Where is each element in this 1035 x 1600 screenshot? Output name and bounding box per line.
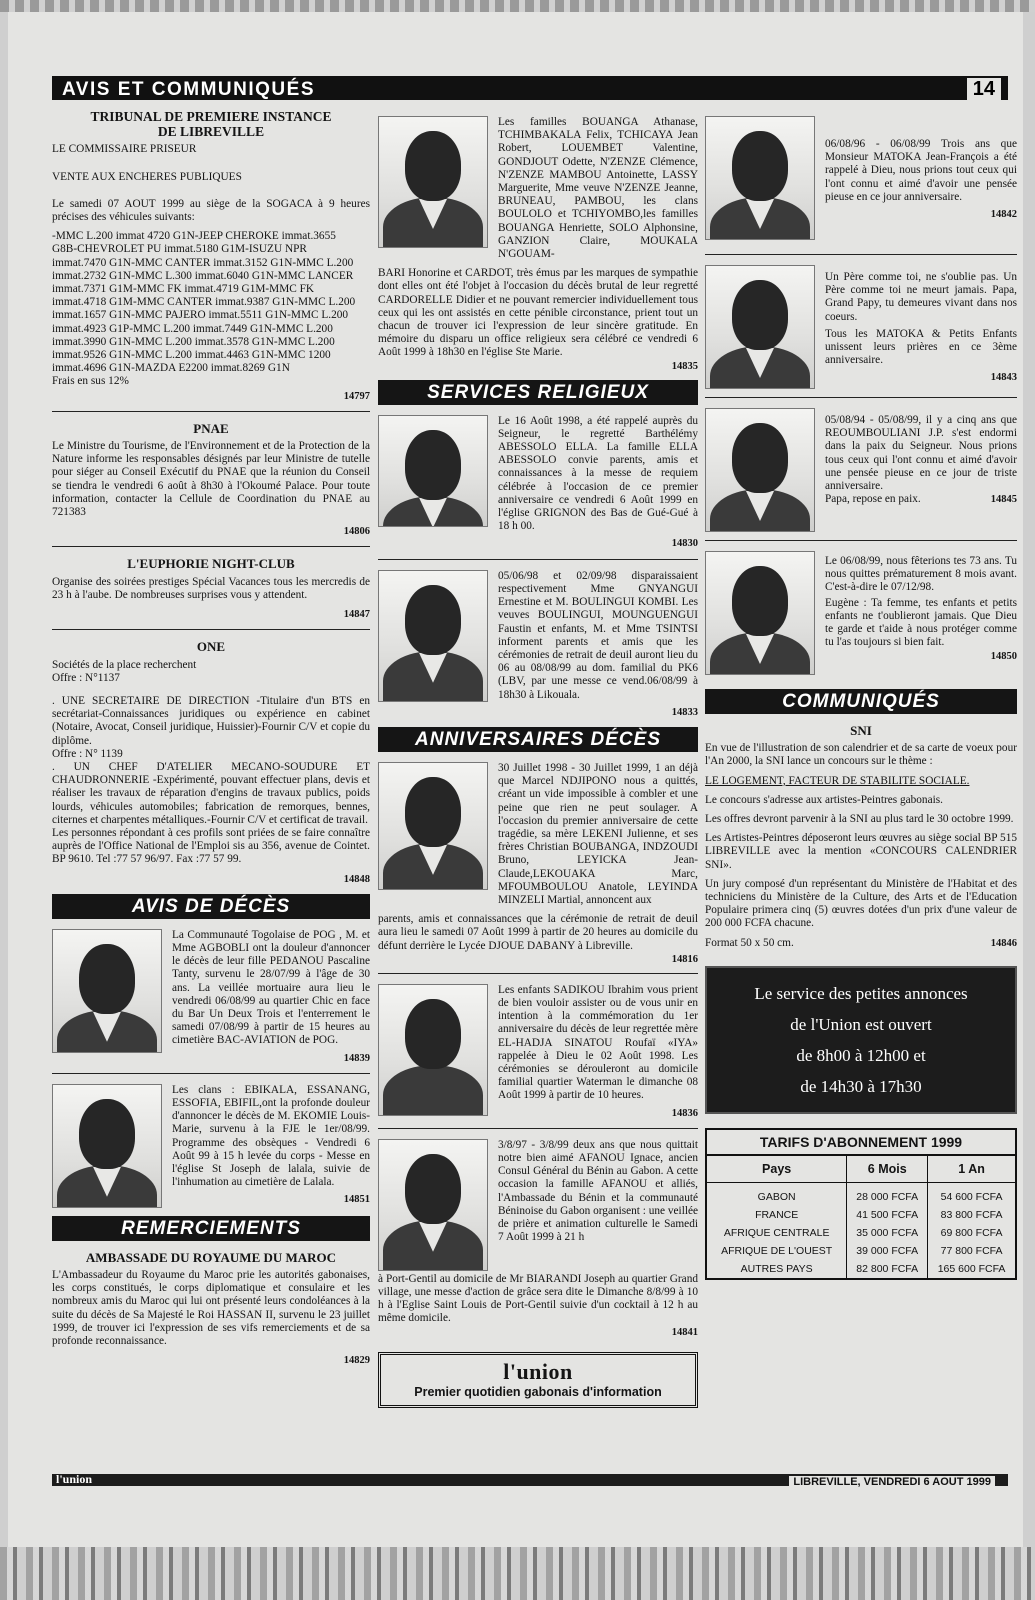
reference-number: 14833 — [671, 706, 698, 718]
reference-number: 14830 — [671, 538, 698, 550]
table-cell: AUTRES PAYS — [740, 1263, 813, 1276]
vehicle-line: immat.4696 G1N-MAZDA E2200 immat.8269 G1N — [52, 362, 290, 375]
vehicle-list — [52, 230, 370, 375]
sni-title: SNI — [850, 723, 872, 738]
divider — [378, 559, 698, 560]
notice-abessolo — [378, 415, 698, 551]
column-right — [705, 116, 1017, 1280]
portrait-photo — [378, 570, 488, 702]
vehicle-line: immat.4718 G1M-MMC CANTER immat.9387 G1N-MMC L.200 — [52, 296, 356, 309]
reference-number: 14836 — [671, 1107, 698, 1119]
afanou-body: 3/8/97 - 3/8/99 deux ans que nous quittait notre bien aimé AFANOU Ignace, ancien Consul Général du Bénin au Gabon. A cette occasion la famille AFANOU et alliés, l'Ambassade du Bénin et la communauté Béninoise du Gabon organisent : une veillée de prière et animation culturelle le Samedi 7 Août 1999 à 21 h — [498, 1138, 698, 1244]
one-offer-2-number: Offre : N° 1139 — [52, 747, 123, 760]
service-line: de 14h30 à 17h30 — [800, 1077, 922, 1097]
divider — [52, 411, 370, 412]
section-services-religieux: SERVICES RELIGIEUX — [378, 380, 698, 405]
divider — [705, 397, 1017, 398]
section-anniversaires-deces: ANNIVERSAIRES DÉCÈS — [378, 727, 698, 752]
maroc-body: L'Ambassadeur du Royaume du Maroc prie les autorités gabonaises, les corps constitués, le corps diplomatique et consulaire et les nombreux amis du Maroc qui lui ont présenté leurs condoléances à la suite du décès de Sa Majesté le Roi HASSAN II, survenu le 23 juillet 1999, de trouver ici l'expression de ses vifs remerciements et de sa profonde reconnaissance. — [52, 1268, 370, 1347]
divider — [52, 546, 370, 547]
tribunal-title-2: DE LIBREVILLE — [157, 124, 265, 140]
page-number: 14 — [967, 78, 1001, 101]
pnae-body: Le Ministre du Tourisme, de l'Environnement et de la Protection de la Nature informe les responsables désignés par leur Ministre de tutelle pour siéger au Conseil Exécutif du PNAE que la réunion du Conseil se tiendra le vendredi 6 août à 8h30 à l'Okoumé Palace. Pour toute information, contacter la Cellule de Coordination du PNAE au 721383 — [52, 440, 370, 519]
section-avis-de-deces: AVIS DE DÉCÈS — [52, 894, 370, 919]
bouanga-body-continued: BARI Honorine et CARDOT, très émus par les marques de sympathie dont elles ont été l'objet à l'occasion du décès brutal de leur regretté CARDORELLE Didier et ne pouvant remercier individuellement tous ceux qui les ont assistés en cette pénible circonstance, prient tout un chacun de trouver ici l'expression de leur sincère gratitude. En mémoire du disparu un office religieux sera célébré ce vendredi 6 Août 1999 à 18h30 en l'église Ste Marie. — [378, 267, 698, 359]
table-cell: 69 800 FCFA — [928, 1224, 1015, 1242]
sadikou-body: Les enfants SADIKOU Ibrahim vous prient de bien vouloir assister ou de vous unir en intention à la commémoration du 1er anniversaire du décès de leur regrettée mère EL-HADJA SINATOU Roufaï «IYA» rappelée à Dieu le 02 Août 1998. Les cérémonies se dérouleront au domicile familial quartier Waterman le dimanche 08 Août 1999 à partir de 10 heures. — [498, 983, 698, 1102]
column-middle — [378, 116, 698, 1408]
union-logo: l'union — [503, 1358, 573, 1384]
table-cell: 28 000 FCFA — [847, 1183, 928, 1207]
table-row — [707, 1224, 1015, 1242]
reference-number: 14851 — [343, 1194, 370, 1206]
reference-number: 14843 — [990, 372, 1017, 384]
scan-top-edge — [0, 0, 1035, 12]
pere-body: Un Père comme toi, ne s'oublie pas. Un Père comme toi ne meurt jamais. Papa, Grand Papy, tu demeures vivant dans nos coeurs. — [825, 271, 1017, 323]
notice-maroc — [52, 1251, 370, 1368]
column-left — [52, 108, 370, 1373]
divider — [705, 540, 1017, 541]
ndjipono-body: 30 Juillet 1998 - 30 Juillet 1999, 1 an déjà que Marcel NDJIPONO nous a quittés, créant un vide impossible à combler et une peine que rien ne peut soulager. A l'occasion du premier anniversaire de cette tragédie, sa mère LEKENI Julienne, et ses frères Christian BOUBANGA, INDZOUDI Bruno, LEYICKA Jean-Claude,LEKOUAKA Marc, MFOUMBOULOU Anatole, LEYINDA MINZELI Martial, annoncent aux — [498, 761, 698, 906]
vehicle-line: -MMC L.200 immat 4720 G1N-JEEP CHEROKE immat.3655 — [52, 230, 336, 243]
column-header: 1 An — [928, 1156, 1015, 1183]
eugene-body-2: Eugène : Ta femme, tes enfants et petits enfants ne t'oublieront jamais. Que Dieu te garde et t'aide à nous protéger comme tu l'as toujours si bien fait. — [825, 596, 1017, 649]
service-line: de 8h00 à 12h00 et — [796, 1046, 926, 1066]
portrait-photo — [705, 116, 815, 240]
euphorie-body: Organise des soirées prestiges Spécial Vacances tous les mercredis de 23 h à l'aube. De nombreuses surprises vous y attendent. — [52, 575, 370, 601]
gnyangui-body: 05/06/98 et 02/09/98 disparaissaient respectivement Mme GNYANGUI Ernestine et M. BOULINGUI KOMBI. Les veuves BOULINGUI, MOUNGUENGUI Faustin et enfants, M. et Mme TSINTSI informent parents et amis que les cérémonies de retrait de deuil auront lieu du 06 au 08/08/99 au dom. familial du PK6 (LBV, par une messe ce vend.06/08/99 à 18h30 à Likouala. — [498, 569, 698, 701]
vehicle-line: immat.7470 G1N-MMC CANTER immat.3152 G1N-MMC L.200 — [52, 256, 354, 269]
table-row — [707, 1242, 1015, 1260]
reference-number: 14797 — [343, 390, 370, 402]
vehicle-line: G8B-CHEVROLET PU immat.5180 G1M-ISUZU NPR — [52, 243, 307, 256]
ekomie-body: Les clans : EBIKALA, ESSANANG, ESSOFIA, EBIFIL,ont la profonde douleur d'annoncer le décès de M. EKOMIE Louis-Marie, survenu à la FJE le 1er/08/99. Programme des obsèques - Vendredi 6 Août 99 à 15 h levée du corps - Messe en l'église St Joseph de lalala, suivie de l'inhumation au cimetière de Lalala. — [172, 1083, 370, 1189]
vehicle-line: immat.7371 G1M-MMC FK immat.4719 G1M-MMC FK — [52, 283, 315, 296]
portrait-photo — [378, 116, 488, 248]
reference-number: 14845 — [990, 494, 1017, 506]
maroc-title: AMBASSADE DU ROYAUME DU MAROC — [85, 1249, 337, 1265]
notice-eugene — [705, 551, 1017, 675]
reference-number: 14835 — [671, 360, 698, 372]
tribunal-intro: Le samedi 07 AOUT 1999 au siège de la SOGACA à 9 heures précises des véhicules suivants: — [52, 197, 370, 224]
reference-number: 14847 — [343, 609, 370, 621]
notice-afanou — [378, 1139, 698, 1271]
notice-matoka — [705, 116, 1017, 240]
table-cell: 35 000 FCFA — [847, 1224, 928, 1242]
portrait-photo — [705, 551, 815, 675]
vehicle-line: immat.4923 G1P-MMC L.200 immat.7449 G1N-MMC L.200 — [52, 322, 333, 335]
pedanou-body: La Communauté Togolaise de POG , M. et Mme AGBOBLI ont la douleur d'annoncer le décès de leur fille PEDANOU Pascaline Tanty, survenu le 28/07/99 à l'âge de 30 ans. La veillée mortuaire aura lieu le vendredi 06/08/99 au quartier Chic en face du Bar Un Deux Trois et l'enterrement le samedi 07/08/99 à partir de 15 heures au cimetière BAC-AVIATION de POG. — [172, 928, 370, 1047]
portrait-photo — [378, 762, 488, 890]
eugene-body: Le 06/08/99, nous fêterions tes 73 ans. Tu nous quittes prématurement 8 mois avant. C'est-à-dire le 07/12/98. — [825, 555, 1017, 594]
notice-euphorie — [52, 557, 370, 621]
portrait-photo — [52, 1084, 162, 1208]
reference-number: 14839 — [343, 1052, 370, 1064]
petites-annonces-hours-box — [705, 966, 1017, 1114]
notice-tribunal — [52, 110, 370, 403]
euphorie-title: L'EUPHORIE NIGHT-CLUB — [127, 556, 295, 572]
divider — [52, 629, 370, 630]
table-cell: 82 800 FCFA — [847, 1260, 928, 1278]
table-cell: 41 500 FCFA — [847, 1206, 928, 1224]
subscription-rates-table — [705, 1128, 1017, 1280]
column-header: 6 Mois — [847, 1156, 928, 1183]
notice-ekomie — [52, 1084, 370, 1208]
reference-number: 14806 — [343, 526, 370, 538]
table-cell: 165 600 FCFA — [928, 1260, 1015, 1278]
divider — [705, 254, 1017, 255]
divider — [52, 1073, 370, 1074]
reference-number: 14850 — [990, 651, 1017, 663]
sni-paragraph: Un jury composé d'un représentant du Ministère de l'Habitat et des techniciens du Ministère de la Culture, des Arts et de l'Education Populaire primera cinq (5) œuvres dotées d'un prix d'une valeur de 200 000 FCFA chacune. — [705, 877, 1017, 930]
one-intro-1: Sociétés de la place recherchent — [52, 658, 197, 671]
notice-sni — [705, 724, 1017, 950]
reference-number: 14842 — [990, 209, 1017, 221]
reference-number: 14841 — [671, 1326, 698, 1338]
sni-paragraph: Les Artistes-Peintres déposeront leurs œuvres au siège social BP 515 LIBREVILLE avec la mention «CONCOURS CALENDRIER SNI». — [705, 832, 1017, 871]
reference-number: 14816 — [671, 953, 698, 965]
service-line: de l'Union est ouvert — [790, 1015, 932, 1035]
abessolo-body: Le 16 Août 1998, a été rappelé auprès du Seigneur, le regretté Barthélémy ABESSOLO ELLA. La famille ELLA ABESSOLO convie parents, amis et connaissances à la messe de requiem célébrée à l'occasion de ce premier anniversaire ce vendredi 6 Août 1999 en l'église GRIGNON des Bas de Gué-Gué à 18 h 00. — [498, 414, 698, 533]
table-cell: 54 600 FCFA — [928, 1183, 1015, 1207]
section-remerciements: REMERCIEMENTS — [52, 1216, 370, 1241]
footer-logo: l'union — [56, 1472, 93, 1486]
table-cell: 39 000 FCFA — [847, 1242, 928, 1260]
table-cell: 83 800 FCFA — [928, 1206, 1015, 1224]
one-intro-2: Offre : N°1137 — [52, 671, 120, 684]
table-cell: FRANCE — [755, 1209, 799, 1222]
vehicle-line: immat.9526 G1N-MMC L.200 immat.4463 G1N-MMC 1200 — [52, 349, 331, 362]
vehicle-line: immat.1657 G1N-MMC PAJERO immat.5511 G1N-MMC L.200 — [52, 309, 349, 322]
reference-number: 14846 — [990, 937, 1017, 949]
notice-ndjipono — [378, 762, 698, 911]
bouanga-body: Les familles BOUANGA Athanase, TCHIMBAKALA Felix, TCHICAYA Jean Robert, LOUEMBET Valentine, GONDJOUT Odette, N'ZENZE Clémence, N'ZENZE MAMBOU Antoinette, LASSY Marguerite, Mme veuve N'ZENZE Jeanne, BRUNEAU, PAMBOU, les clans BOULOLO et TCHIYOMBO,les familles BOUANGA Henriette, SOLO Alphonsine, GANZION Claire, MOUKALA N'GOUAM- — [498, 116, 698, 261]
divider — [378, 973, 698, 974]
table-cell: AFRIQUE DE L'OUEST — [721, 1245, 833, 1258]
portrait-photo — [378, 984, 488, 1116]
one-contact: Les personnes répondant à ces profils sont priées de se faire connaître auprès de l'Office National de l'Emploi sis au 356, avenue de Cointet. BP 9610. Tel :77 57 96/97. Fax :77 57 99. — [52, 826, 370, 866]
scan-bottom-edge — [0, 1547, 1035, 1600]
table-row — [707, 1183, 1015, 1207]
sni-paragraph: Le concours s'adresse aux artistes-Peintres gabonais. — [705, 793, 943, 806]
pere-body-2: Tous les MATOKA & Petits Enfants unissent leurs prières en ce 3ème anniversaire. — [825, 327, 1017, 367]
tribunal-subtitle: LE COMMISSAIRE PRISEUR — [52, 143, 197, 156]
table-cell: 77 800 FCFA — [928, 1242, 1015, 1260]
divider — [378, 1128, 698, 1129]
tribunal-fees: Frais en sus 12% — [52, 375, 129, 388]
table-row — [707, 1260, 1015, 1278]
notice-one — [52, 640, 370, 885]
notice-pnae — [52, 422, 370, 539]
portrait-photo — [705, 408, 815, 532]
tarifs-title: TARIFS D'ABONNEMENT 1999 — [707, 1130, 1015, 1156]
notice-bouanga — [378, 116, 698, 265]
sni-paragraph: En vue de l'illustration de son calendrier et de sa carte de voeux pour l'An 2000, la SNI lance un concours sur le thème : — [705, 742, 1017, 768]
portrait-photo — [378, 415, 488, 527]
table-row — [707, 1206, 1015, 1224]
ndjipono-body-continued: parents, amis et connaissances que la cérémonie de retrait de deuil aura lieu le samedi 07 Août 1999 à partir de 20 heures au domicile du défunt derrière le Lycée DJOUE DABANY à Libreville. — [378, 913, 698, 952]
union-masthead-box — [378, 1352, 698, 1408]
section-communiques: COMMUNIQUÉS — [705, 689, 1017, 714]
reoumbouliani-body-2: Papa, repose en paix. — [825, 493, 921, 506]
column-header: Pays — [707, 1156, 847, 1183]
portrait-photo — [705, 265, 815, 389]
sni-format: Format 50 x 50 cm. — [705, 936, 794, 949]
notice-sadikou — [378, 984, 698, 1120]
notice-gnyangui — [378, 570, 698, 719]
sni-theme: LE LOGEMENT, FACTEUR DE STABILITE SOCIALE. — [705, 774, 970, 787]
notice-reoumbouliani — [705, 408, 1017, 532]
matoka-body: 06/08/96 - 06/08/99 Trois ans que Monsieur MATOKA Jean-François a été rappelé à Dieu, nous prions tout ceux qui l'ont connu et aimé d'avoir une pensée pieuse en ce jour anniversaire. — [825, 138, 1017, 203]
section-title: AVIS ET COMMUNIQUÉS — [62, 79, 315, 100]
footer-dateline: LIBREVILLE, VENDREDI 6 AOUT 1999 — [789, 1476, 995, 1488]
portrait-photo — [52, 929, 162, 1053]
afanou-body-continued: à Port-Gentil au domicile de Mr BIARANDI Joseph au quartier Grand village, une messe d'action de grâce sera dite le Dimanche 8/8/99 à 10 h à l'Eglise Saint Louis de Port-Gentil suivie d'un cocktail à 12 h au même domicile. — [378, 1272, 698, 1325]
union-tagline: Premier quotidien gabonais d'information — [414, 1384, 662, 1399]
vehicle-line: immat.2732 G1N-MMC L.300 immat.6040 G1N-MMC LANCER — [52, 269, 354, 282]
one-offer-1: . UNE SECRETAIRE DE DIRECTION -Titulaire d'un BTS en secrétariat-Connaissances juridiques ou expérience en cabinet (Notaire, Avocat, Conseil juridique, Huissier)-Fournir C/V et copie du diplôme. — [52, 694, 370, 747]
sni-paragraph: Les offres devront parvenir à la SNI au plus tard le 30 octobre 1999. — [705, 813, 1014, 826]
reoumbouliani-body: 05/08/94 - 05/08/99, il y a cinq ans que REOUMBOULIANI J.P. s'est endormi dans la paix du Seigneur. Nous prions tous ceux qui l'ont connu et aimé d'avoir une pensée pieuse en ce jour de triste anniversaire. — [825, 414, 1017, 493]
portrait-photo — [378, 1139, 488, 1271]
table-cell: AFRIQUE CENTRALE — [723, 1227, 830, 1240]
pnae-title: PNAE — [193, 420, 229, 436]
vehicle-line: immat.3990 G1N-MMC L.200 immat.3578 G1N-MMC L.200 — [52, 335, 335, 348]
one-offer-2: . UN CHEF D'ATELIER MECANO-SOUDURE ET CHAUDRONNERIE -Expérimenté, pouvant effectuer plans, devis et réaliser les travaux de réparation d'engins de travaux publics, poids lourds, véhicules automobiles; fabrication de remorques, bennes, citernes et charpentes métalliques.-Fournir C/V et certificat de travail. — [52, 760, 370, 826]
one-title: ONE — [196, 639, 226, 655]
reference-number: 14848 — [343, 873, 370, 885]
notice-pedanou — [52, 929, 370, 1065]
tribunal-sale: VENTE AUX ENCHERES PUBLIQUES — [52, 170, 242, 183]
notice-pere — [705, 265, 1017, 389]
reference-number: 14829 — [343, 1355, 370, 1367]
service-line: Le service des petites annonces — [754, 984, 968, 1004]
newspaper-page — [8, 12, 1023, 1547]
tribunal-title-1: TRIBUNAL DE PREMIERE INSTANCE — [90, 109, 332, 124]
table-cell: GABON — [757, 1191, 796, 1204]
